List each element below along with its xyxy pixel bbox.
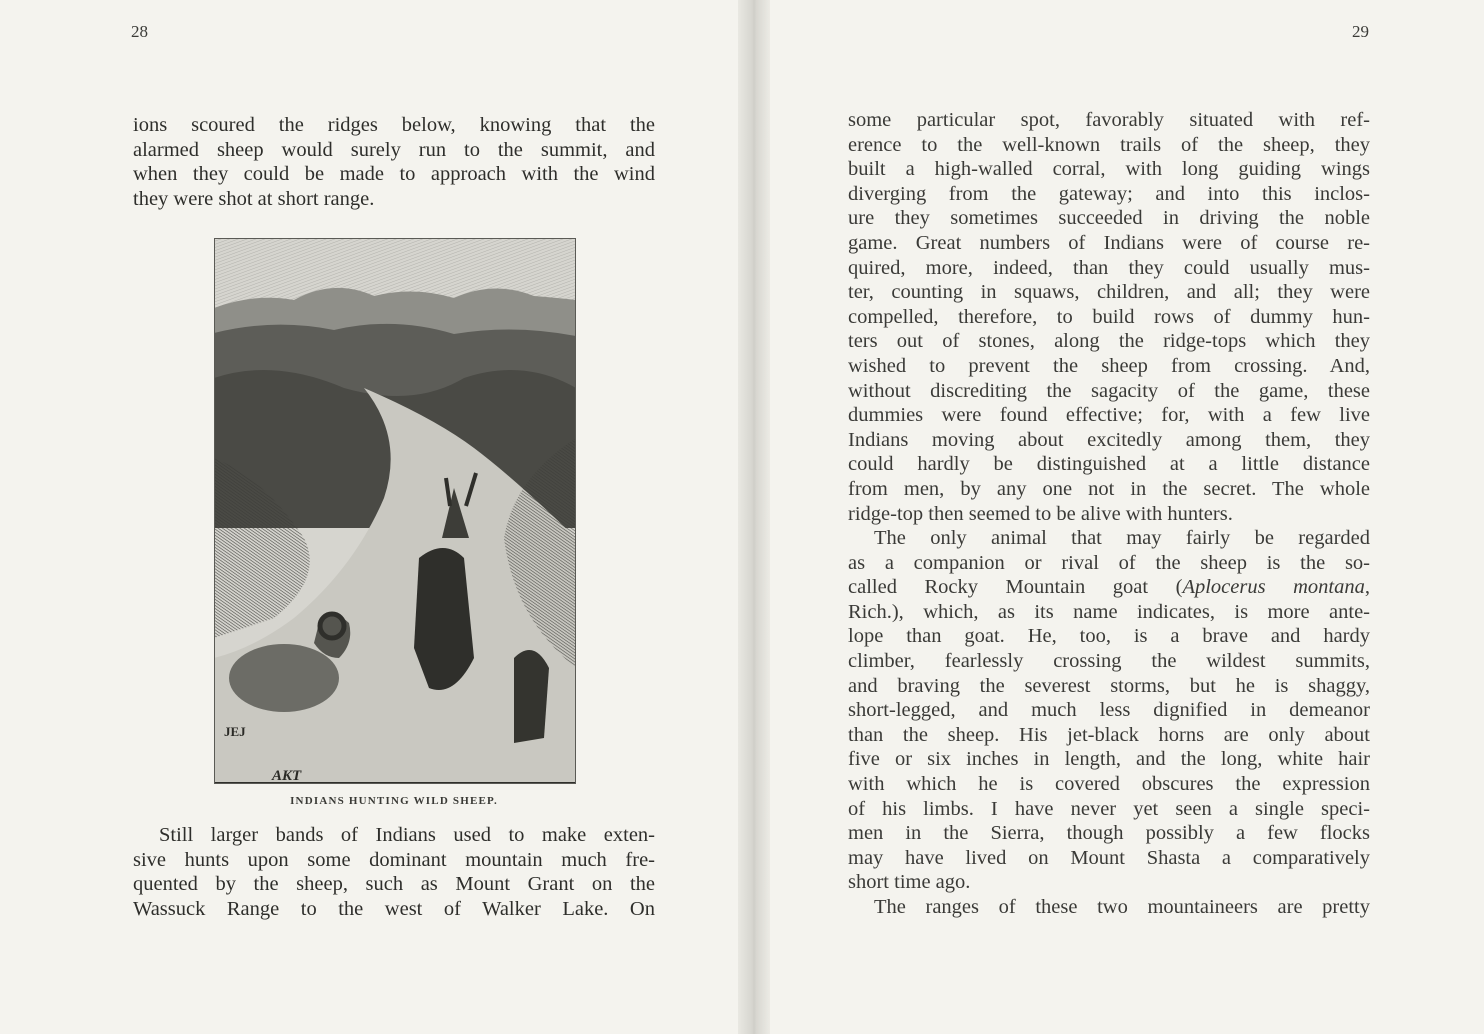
text-line: from men, by any one not in the secret. The whole <box>848 477 1370 500</box>
text-line: erence to the well-known trails of the sheep, they <box>848 133 1370 156</box>
text-line: quented by the sheep, such as Mount Grant on the <box>133 873 655 896</box>
text-line: The ranges of these two mountaineers are pretty <box>874 896 1370 918</box>
text-line: ure they sometimes succeeded in driving the noble <box>848 207 1370 230</box>
text-line: Still larger bands of Indians used to make exten- <box>159 824 655 846</box>
text-line: alarmed sheep would surely run to the summit, and <box>133 138 655 161</box>
left-page <box>0 0 738 1034</box>
book-gutter <box>738 0 770 1034</box>
figure-caption: INDIANS HUNTING WILD SHEEP. <box>290 795 498 807</box>
text-line: Rich.), which, as its name indicates, is more ante- <box>848 600 1370 623</box>
text-line: Indians moving about excitedly among them, they <box>848 428 1370 451</box>
text-line: wished to prevent the sheep from crossing. And, <box>848 354 1370 377</box>
text-line: Wassuck Range to the west of Walker Lake. On <box>133 897 655 920</box>
text-line: may have lived on Mount Shasta a comparatively <box>848 846 1370 869</box>
engraving-indians-hunting-sheep-icon <box>214 238 576 784</box>
text-line: lope than goat. He, too, is a brave and hardy <box>848 625 1370 648</box>
text-line: ter, counting in squaws, children, and all; they were <box>848 281 1370 304</box>
text-line: climber, fearlessly crossing the wildest summits, <box>848 650 1370 673</box>
text-line: short-legged, and much less dignified in demeanor <box>848 699 1370 722</box>
engraving-illustration <box>214 238 576 784</box>
text-line: The only animal that may fairly be regarded <box>874 527 1370 550</box>
text-line: with which he is covered obscures the expression <box>848 773 1370 796</box>
text-line: quired, more, indeed, than they could usually mus- <box>848 256 1370 279</box>
text-line: when they could be made to approach with the wind <box>133 163 655 186</box>
text-line: diverging from the gateway; and into this inclos- <box>848 182 1370 205</box>
italic-species-name: Aplocerus montana <box>1182 576 1365 599</box>
text-line: could hardly be distinguished at a little distance <box>848 453 1370 476</box>
text-span: , <box>1364 576 1370 599</box>
text-line: compelled, therefore, to build rows of dummy hun- <box>848 305 1370 328</box>
text-line: short time ago. <box>848 871 971 894</box>
left-text-top <box>133 113 655 211</box>
text-line: ridge-top then seemed to be alive with hunters. <box>848 502 1233 525</box>
text-line: than the sheep. His jet-black horns are only about <box>848 723 1370 746</box>
text-line: as a companion or rival of the sheep is the so- <box>848 551 1370 574</box>
text-line: game. Great numbers of Indians were of course re- <box>848 231 1370 254</box>
left-text-bottom <box>133 823 655 921</box>
text-line: sive hunts upon some dominant mountain much fre- <box>133 848 655 871</box>
text-line: some particular spot, favorably situated with ref- <box>848 109 1370 131</box>
text-line: dummies were found effective; for, with a few live <box>848 404 1370 427</box>
text-line: men in the Sierra, though possibly a few flocks <box>848 822 1370 845</box>
text-line: and braving the severest storms, but he is shaggy, <box>848 674 1370 697</box>
page-number-left: 28 <box>131 22 148 41</box>
right-page <box>770 0 1484 1034</box>
text-line: without discrediting the sagacity of the game, these <box>848 379 1370 402</box>
page-number-right: 29 <box>1352 22 1369 41</box>
artist-monogram: AKT <box>272 768 302 784</box>
text-line: ions scoured the ridges below, knowing that the <box>133 114 655 136</box>
text-line: they were shot at short range. <box>133 187 375 210</box>
text-line: of his limbs. I have never yet seen a single speci- <box>848 797 1370 820</box>
text-line: ters out of stones, along the ridge-tops which they <box>848 330 1370 353</box>
text-line: built a high-walled corral, with long guiding wings <box>848 158 1370 181</box>
text-line-mixed <box>848 575 1370 600</box>
right-text <box>848 108 1370 920</box>
engraver-signature: JEJ <box>224 724 246 739</box>
text-span: called Rocky Mountain goat ( <box>848 576 1183 599</box>
text-line: five or six inches in length, and the long, white hair <box>848 748 1370 771</box>
